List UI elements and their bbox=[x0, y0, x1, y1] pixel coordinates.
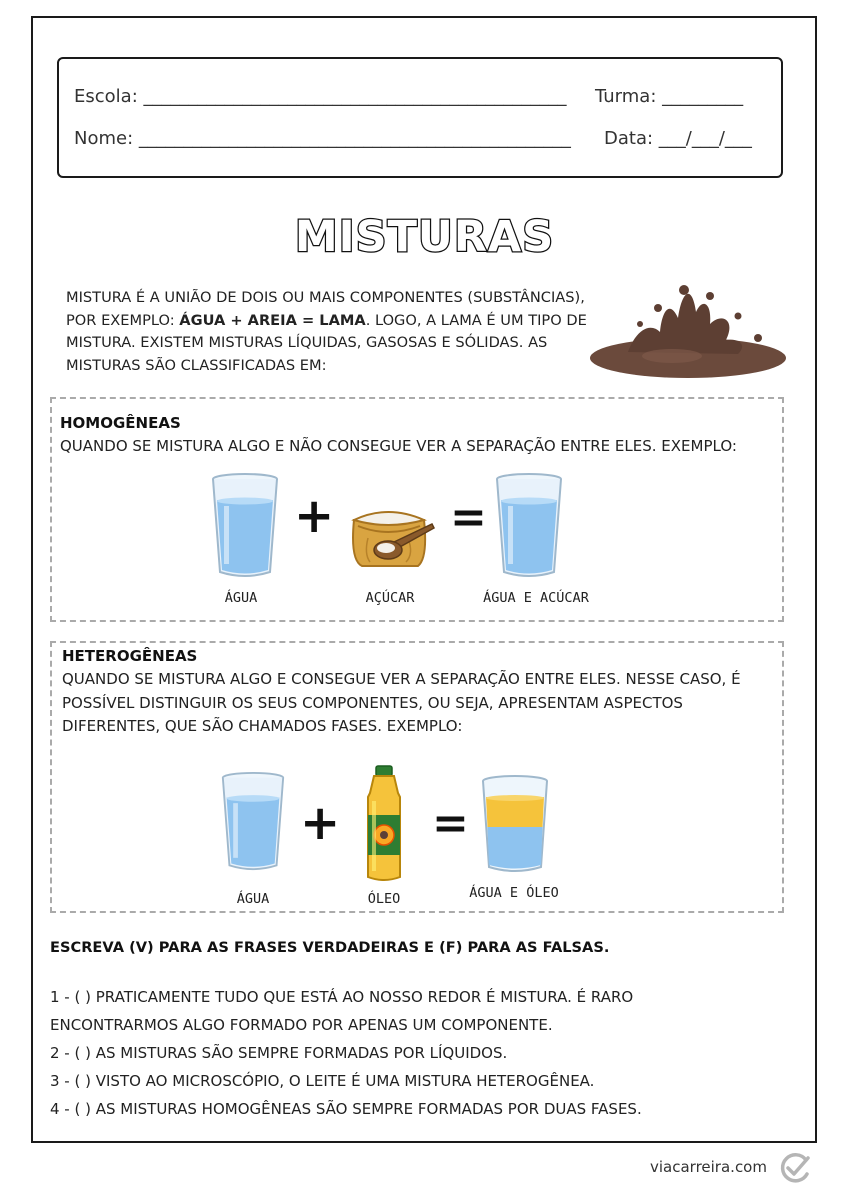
oil-bottle-icon bbox=[362, 765, 406, 883]
homogeneous-title: HOMOGÊNEAS bbox=[60, 414, 181, 432]
water-glass-icon bbox=[220, 770, 286, 874]
school-field[interactable]: Escola: _______________________________________________ bbox=[74, 86, 567, 107]
heterogeneous-title: HETEROGÊNEAS bbox=[62, 647, 198, 665]
water-glass-icon bbox=[210, 472, 280, 580]
plus-sign: + bbox=[300, 795, 341, 851]
mud-splash-icon bbox=[588, 280, 788, 382]
heterogeneous-description: QUANDO SE MISTURA ALGO E CONSEGUE VER A SEPARAÇÃO ENTRE ELES. NESSE CASO, É POSSÍVEL DISTINGUIR OS SEUS COMPONENTES, OU SEJA, APRESENTAM ASPECTOS DIFERENTES, QUE SÃO CHAMADOS FASES. EXEMPLO: bbox=[62, 670, 741, 735]
caption-water: ÁGUA bbox=[236, 891, 270, 907]
water-oil-glass-icon bbox=[480, 775, 550, 875]
homogeneous-description: QUANDO SE MISTURA ALGO E NÃO CONSEGUE VER A SEPARAÇÃO ENTRE ELES. EXEMPLO: bbox=[60, 437, 737, 455]
question-1-line1: 1 - ( ) PRATICAMENTE TUDO QUE ESTÁ AO NOSSO REDOR É MISTURA. É RARO bbox=[50, 988, 634, 1006]
footer-url[interactable]: viacarreira.com bbox=[650, 1158, 767, 1176]
question-2: 2 - ( ) AS MISTURAS SÃO SEMPRE FORMADAS POR LÍQUIDOS. bbox=[50, 1044, 508, 1062]
caption-sugar: AÇÚCAR bbox=[365, 590, 415, 606]
check-badge-icon bbox=[780, 1152, 810, 1184]
name-field[interactable]: Nome: ________________________________________________ bbox=[74, 128, 571, 149]
question-4: 4 - ( ) AS MISTURAS HOMOGÊNEAS SÃO SEMPRE FORMADAS POR DUAS FASES. bbox=[50, 1100, 642, 1118]
equals-sign: = bbox=[450, 492, 487, 543]
intro-example: ÁGUA + AREIA = LAMA bbox=[179, 311, 366, 329]
exercise-instruction: ESCREVA (V) PARA AS FRASES VERDADEIRAS E (F) PARA AS FALSAS. bbox=[50, 939, 610, 956]
sugar-water-glass-icon bbox=[494, 472, 564, 580]
question-1-line2: ENCONTRARMOS ALGO FORMADO POR APENAS UM COMPONENTE. bbox=[50, 1016, 553, 1034]
student-info-box bbox=[57, 57, 783, 178]
caption-water-oil: ÁGUA E ÓLEO bbox=[469, 885, 559, 901]
sugar-bag-icon bbox=[348, 498, 436, 570]
class-field[interactable]: Turma: _________ bbox=[595, 86, 744, 107]
caption-water: ÁGUA bbox=[224, 590, 258, 606]
caption-oil: ÓLEO bbox=[367, 891, 401, 907]
caption-water-sugar: ÁGUA E ACÚCAR bbox=[483, 590, 589, 606]
date-field[interactable]: Data: ___/___/___ bbox=[604, 128, 752, 149]
page-title: MISTURAS bbox=[294, 212, 555, 262]
plus-sign: + bbox=[294, 488, 335, 544]
intro-paragraph: MISTURA É A UNIÃO DE DOIS OU MAIS COMPONENTES (SUBSTÂNCIAS), POR EXEMPLO: ÁGUA + AREIA = LAMA. LOGO, A LAMA É UM TIPO DE MISTURA. EXISTEM MISTURAS LÍQUIDAS, GASOSAS E SÓLIDAS. AS MISTURAS SÃO CLASSIFICADAS EM: bbox=[66, 289, 587, 374]
question-3: 3 - ( ) VISTO AO MICROSCÓPIO, O LEITE É UMA MISTURA HETEROGÊNEA. bbox=[50, 1072, 595, 1090]
equals-sign: = bbox=[432, 798, 469, 849]
